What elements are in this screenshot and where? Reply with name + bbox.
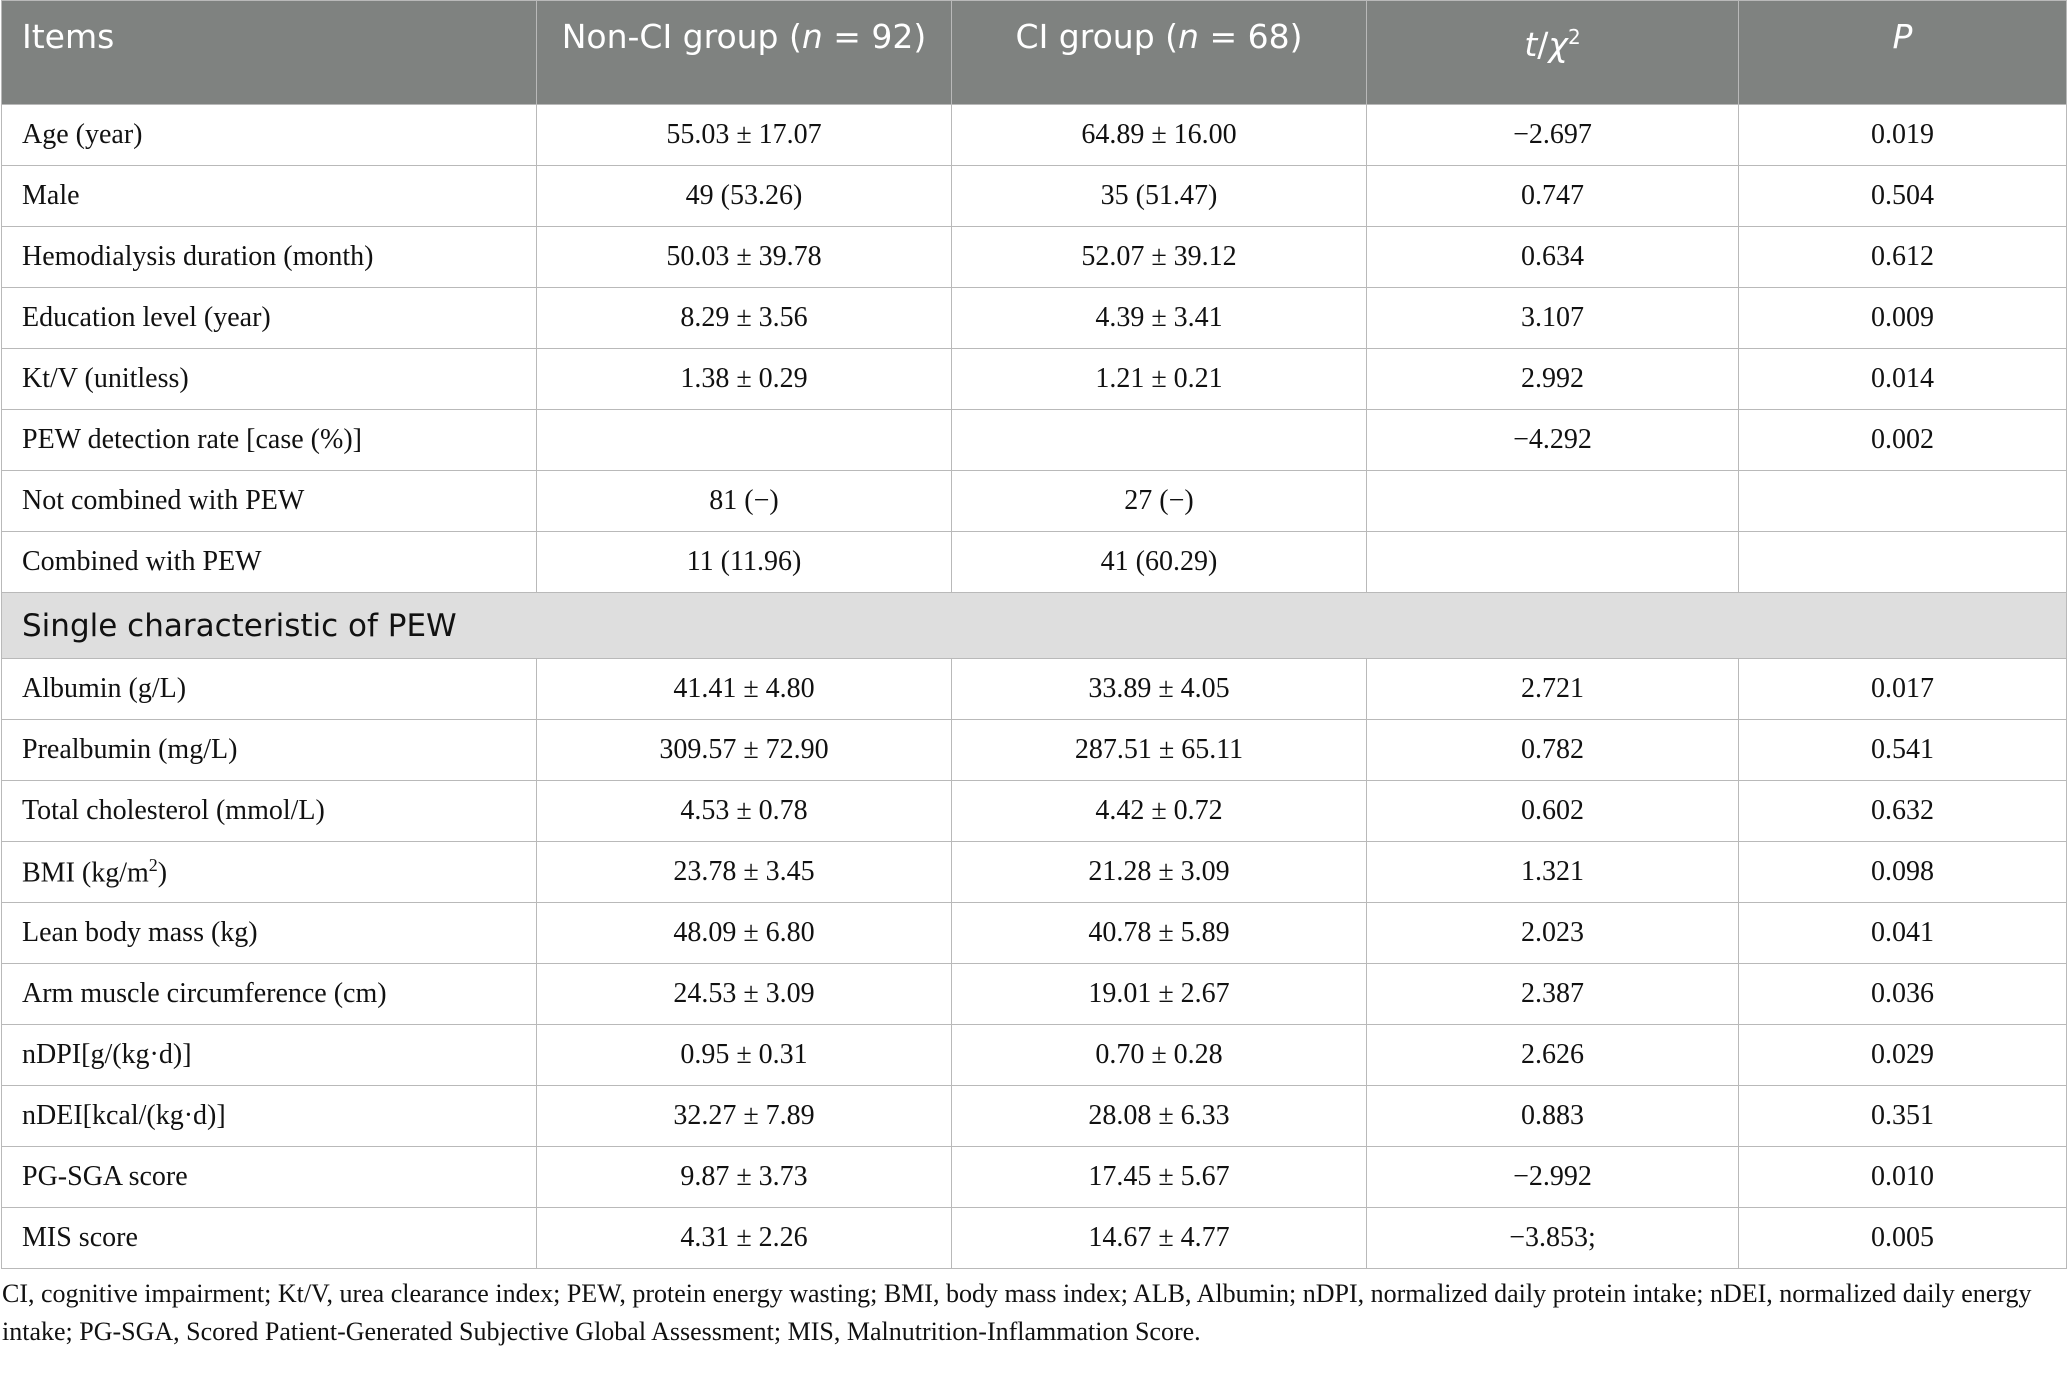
- cell-ci: 64.89 ± 16.00: [952, 105, 1367, 166]
- cell-ci: 1.21 ± 0.21: [952, 349, 1367, 410]
- cell-item: Age (year): [2, 105, 537, 166]
- cell-item: BMI $(kg/m^2)$: [2, 842, 537, 903]
- table-row: [2, 1025, 2067, 1086]
- cell-non-ci: 4.53 ± 0.78: [537, 781, 952, 842]
- cell-item: Male: [2, 166, 537, 227]
- cell-ci: 4.42 ± 0.72: [952, 781, 1367, 842]
- cell-ci: 33.89 ± 4.05: [952, 659, 1367, 720]
- table-row: [2, 903, 2067, 964]
- table-row: [2, 105, 2067, 166]
- cell-ci: 17.45 ± 5.67: [952, 1147, 1367, 1208]
- cell-ci: 27 (−): [952, 471, 1367, 532]
- cell-stat: 0.634: [1367, 227, 1739, 288]
- cell-p: 0.014: [1739, 349, 2067, 410]
- cell-p: [1739, 532, 2067, 593]
- cell-p: [1739, 471, 2067, 532]
- cell-non-ci: 309.57 ± 72.90: [537, 720, 952, 781]
- cell-ci: [952, 410, 1367, 471]
- cell-non-ci: 55.03 ± 17.07: [537, 105, 952, 166]
- cell-p: 0.036: [1739, 964, 2067, 1025]
- cell-stat: 2.023: [1367, 903, 1739, 964]
- cell-p: 0.017: [1739, 659, 2067, 720]
- cell-ci: 21.28 ± 3.09: [952, 842, 1367, 903]
- table-row: [2, 720, 2067, 781]
- cell-item: PEW detection rate [case (%)]: [2, 410, 537, 471]
- cell-non-ci: 50.03 ± 39.78: [537, 227, 952, 288]
- cell-item: Lean body mass (kg): [2, 903, 537, 964]
- cell-non-ci: 4.31 ± 2.26: [537, 1208, 952, 1269]
- table-row: [2, 781, 2067, 842]
- cell-item: Combined with PEW: [2, 532, 537, 593]
- cell-non-ci: 1.38 ± 0.29: [537, 349, 952, 410]
- cell-p: 0.010: [1739, 1147, 2067, 1208]
- header-non-ci-group: Non-CI group (n = 92): [537, 1, 952, 105]
- table-row: [2, 659, 2067, 720]
- cell-stat: −3.853;: [1367, 1208, 1739, 1269]
- header-test-statistic: $t/\chi^2$: [1367, 1, 1739, 105]
- cell-p: 0.005: [1739, 1208, 2067, 1269]
- cell-p: 0.541: [1739, 720, 2067, 781]
- table-row: [2, 227, 2067, 288]
- cell-stat: [1367, 471, 1739, 532]
- cell-stat: 0.883: [1367, 1086, 1739, 1147]
- cell-stat: 0.782: [1367, 720, 1739, 781]
- table-row: [2, 410, 2067, 471]
- cell-stat: 2.721: [1367, 659, 1739, 720]
- cell-p: 0.504: [1739, 166, 2067, 227]
- cell-non-ci: 49 (53.26): [537, 166, 952, 227]
- table-row: [2, 288, 2067, 349]
- cell-stat: 1.321: [1367, 842, 1739, 903]
- cell-item: Arm muscle circumference (cm): [2, 964, 537, 1025]
- cell-p: 0.029: [1739, 1025, 2067, 1086]
- cell-ci: 4.39 ± 3.41: [952, 288, 1367, 349]
- cell-non-ci: 8.29 ± 3.56: [537, 288, 952, 349]
- cell-ci: 14.67 ± 4.77: [952, 1208, 1367, 1269]
- cell-stat: [1367, 532, 1739, 593]
- table-row: [2, 471, 2067, 532]
- cell-p: 0.351: [1739, 1086, 2067, 1147]
- cell-non-ci: 0.95 ± 0.31: [537, 1025, 952, 1086]
- table-row: [2, 1147, 2067, 1208]
- table-row: [2, 842, 2067, 903]
- cell-non-ci: 9.87 ± 3.73: [537, 1147, 952, 1208]
- cell-item: Hemodialysis duration (month): [2, 227, 537, 288]
- cell-non-ci: [537, 410, 952, 471]
- cell-stat: 3.107: [1367, 288, 1739, 349]
- cell-stat: 0.747: [1367, 166, 1739, 227]
- cell-non-ci: 41.41 ± 4.80: [537, 659, 952, 720]
- header-items: Items: [2, 1, 537, 105]
- header-ci-group: CI group (n = 68): [952, 1, 1367, 105]
- cell-item: nDPI[g/(kg·d)]: [2, 1025, 537, 1086]
- cell-p: 0.612: [1739, 227, 2067, 288]
- cell-non-ci: 23.78 ± 3.45: [537, 842, 952, 903]
- cell-item: Total cholesterol (mmol/L): [2, 781, 537, 842]
- cell-stat: −4.292: [1367, 410, 1739, 471]
- data-table: [1, 0, 2067, 1269]
- cell-p: 0.098: [1739, 842, 2067, 903]
- cell-ci: 287.51 ± 65.11: [952, 720, 1367, 781]
- cell-item: MIS score: [2, 1208, 537, 1269]
- cell-stat: 0.602: [1367, 781, 1739, 842]
- header-p-value: P: [1739, 1, 2067, 105]
- table-row: [2, 532, 2067, 593]
- cell-p: 0.041: [1739, 903, 2067, 964]
- section-header-row: [2, 593, 2067, 659]
- table-footnote: CI, cognitive impairment; Kt/V, urea clearance index; PEW, protein energy wasting; BMI, body mass index; ALB, Albumin; nDPI, normalized daily protein intake; nDEI, normalized daily energy intake; PG-SGA, Scored Patient-Generated Subjective Global Assessment; MIS, Malnutrition-Inflammation Score.: [2, 1279, 2032, 1346]
- cell-ci: 19.01 ± 2.67: [952, 964, 1367, 1025]
- cell-non-ci: 81 (−): [537, 471, 952, 532]
- cell-non-ci: 11 (11.96): [537, 532, 952, 593]
- cell-item: Prealbumin (mg/L): [2, 720, 537, 781]
- cell-stat: −2.697: [1367, 105, 1739, 166]
- cell-ci: 35 (51.47): [952, 166, 1367, 227]
- cell-ci: 41 (60.29): [952, 532, 1367, 593]
- table-row: [2, 1208, 2067, 1269]
- cell-ci: 40.78 ± 5.89: [952, 903, 1367, 964]
- cell-stat: 2.992: [1367, 349, 1739, 410]
- cell-p: 0.009: [1739, 288, 2067, 349]
- cell-stat: 2.387: [1367, 964, 1739, 1025]
- cell-item: Education level (year): [2, 288, 537, 349]
- section-label: Single characteristic of PEW: [2, 593, 2067, 659]
- table-row: [2, 964, 2067, 1025]
- cell-p: 0.019: [1739, 105, 2067, 166]
- cell-ci: 0.70 ± 0.28: [952, 1025, 1367, 1086]
- cell-non-ci: 48.09 ± 6.80: [537, 903, 952, 964]
- cell-ci: 52.07 ± 39.12: [952, 227, 1367, 288]
- cell-item: PG-SGA score: [2, 1147, 537, 1208]
- table-row: [2, 349, 2067, 410]
- cell-item: nDEI[kcal/(kg·d)]: [2, 1086, 537, 1147]
- cell-item: Not combined with PEW: [2, 471, 537, 532]
- cell-stat: 2.626: [1367, 1025, 1739, 1086]
- table-row: [2, 1086, 2067, 1147]
- cell-item: Albumin (g/L): [2, 659, 537, 720]
- cell-stat: −2.992: [1367, 1147, 1739, 1208]
- cell-p: 0.002: [1739, 410, 2067, 471]
- cell-non-ci: 32.27 ± 7.89: [537, 1086, 952, 1147]
- header-row: [2, 1, 2067, 105]
- cell-non-ci: 24.53 ± 3.09: [537, 964, 952, 1025]
- cell-ci: 28.08 ± 6.33: [952, 1086, 1367, 1147]
- cell-p: 0.632: [1739, 781, 2067, 842]
- table-row: [2, 166, 2067, 227]
- cell-item: Kt/V (unitless): [2, 349, 537, 410]
